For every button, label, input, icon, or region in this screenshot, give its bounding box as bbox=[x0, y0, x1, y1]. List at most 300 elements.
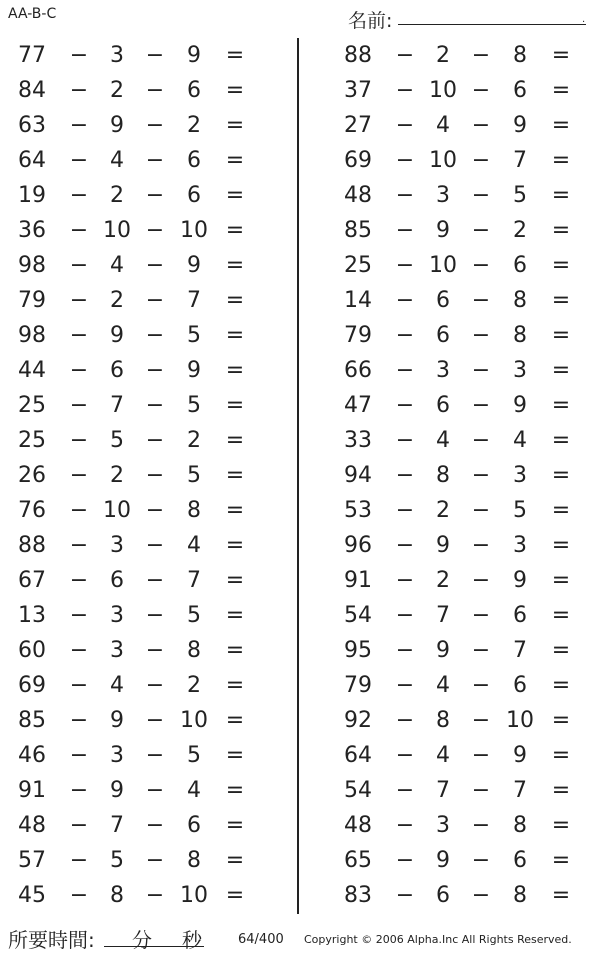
minus-sign: − bbox=[69, 568, 89, 593]
minus-sign: − bbox=[395, 288, 415, 313]
second-number: 8 bbox=[436, 708, 450, 733]
third-number: 8 bbox=[513, 43, 527, 68]
worksheet-code: AA-B-C bbox=[8, 6, 57, 22]
equals-sign: = bbox=[225, 708, 245, 733]
third-number: 6 bbox=[513, 78, 527, 103]
second-number: 10 bbox=[429, 78, 457, 103]
minus-sign: − bbox=[69, 218, 89, 243]
second-number: 3 bbox=[436, 183, 450, 208]
first-number: 46 bbox=[18, 743, 46, 768]
second-number: 7 bbox=[436, 603, 450, 628]
minus-sign: − bbox=[471, 673, 491, 698]
equals-sign: = bbox=[551, 533, 571, 558]
page-number: 64/400 bbox=[238, 932, 284, 947]
minus-sign: − bbox=[145, 78, 165, 103]
minus-sign: − bbox=[395, 428, 415, 453]
problem-row bbox=[0, 423, 260, 458]
minus-sign: − bbox=[395, 323, 415, 348]
third-number: 9 bbox=[187, 253, 201, 278]
second-number: 8 bbox=[436, 463, 450, 488]
first-number: 54 bbox=[344, 778, 372, 803]
equals-sign: = bbox=[551, 603, 571, 628]
minus-sign: − bbox=[145, 253, 165, 278]
minus-sign: − bbox=[395, 393, 415, 418]
equals-sign: = bbox=[225, 78, 245, 103]
first-number: 60 bbox=[18, 638, 46, 663]
third-number: 2 bbox=[187, 673, 201, 698]
second-number: 2 bbox=[110, 463, 124, 488]
equals-sign: = bbox=[551, 358, 571, 383]
minus-sign: − bbox=[69, 323, 89, 348]
minus-sign: − bbox=[395, 358, 415, 383]
minus-sign: − bbox=[145, 533, 165, 558]
minus-sign: − bbox=[69, 778, 89, 803]
minus-sign: − bbox=[471, 358, 491, 383]
problem-row bbox=[326, 493, 586, 528]
equals-sign: = bbox=[551, 568, 571, 593]
second-number: 5 bbox=[110, 848, 124, 873]
equals-sign: = bbox=[551, 78, 571, 103]
second-number: 2 bbox=[436, 568, 450, 593]
problem-row bbox=[326, 878, 586, 913]
problem-row bbox=[0, 318, 260, 353]
third-number: 8 bbox=[513, 323, 527, 348]
problem-row bbox=[0, 843, 260, 878]
second-number: 3 bbox=[110, 533, 124, 558]
equals-sign: = bbox=[225, 253, 245, 278]
first-number: 44 bbox=[18, 358, 46, 383]
minus-sign: − bbox=[395, 568, 415, 593]
third-number: 2 bbox=[187, 428, 201, 453]
minus-sign: − bbox=[471, 603, 491, 628]
third-number: 5 bbox=[187, 603, 201, 628]
third-number: 6 bbox=[513, 673, 527, 698]
problem-row bbox=[326, 808, 586, 843]
minus-sign: − bbox=[471, 848, 491, 873]
minus-sign: − bbox=[471, 113, 491, 138]
equals-sign: = bbox=[225, 113, 245, 138]
second-number: 9 bbox=[436, 848, 450, 873]
second-number: 10 bbox=[429, 148, 457, 173]
minus-sign: − bbox=[395, 743, 415, 768]
problem-row bbox=[326, 178, 586, 213]
minus-sign: − bbox=[69, 743, 89, 768]
third-number: 8 bbox=[513, 813, 527, 838]
minus-sign: − bbox=[145, 673, 165, 698]
equals-sign: = bbox=[551, 743, 571, 768]
third-number: 5 bbox=[187, 743, 201, 768]
second-number: 7 bbox=[110, 393, 124, 418]
third-number: 6 bbox=[513, 253, 527, 278]
minus-sign: − bbox=[69, 638, 89, 663]
minus-sign: − bbox=[395, 883, 415, 908]
problem-row bbox=[0, 598, 260, 633]
minus-sign: − bbox=[471, 323, 491, 348]
third-number: 7 bbox=[513, 638, 527, 663]
second-number: 3 bbox=[110, 638, 124, 663]
minus-sign: − bbox=[69, 848, 89, 873]
problem-row bbox=[0, 248, 260, 283]
problem-row bbox=[0, 143, 260, 178]
first-number: 36 bbox=[18, 218, 46, 243]
problem-row bbox=[0, 353, 260, 388]
second-number: 6 bbox=[436, 883, 450, 908]
minus-sign: − bbox=[471, 708, 491, 733]
equals-sign: = bbox=[551, 638, 571, 663]
third-number: 10 bbox=[180, 708, 208, 733]
minus-sign: − bbox=[69, 603, 89, 628]
equals-sign: = bbox=[551, 113, 571, 138]
second-number: 7 bbox=[436, 778, 450, 803]
equals-sign: = bbox=[551, 393, 571, 418]
equals-sign: = bbox=[551, 428, 571, 453]
problem-row bbox=[0, 808, 260, 843]
minus-sign: − bbox=[145, 708, 165, 733]
first-number: 91 bbox=[344, 568, 372, 593]
minus-sign: − bbox=[395, 498, 415, 523]
equals-sign: = bbox=[225, 813, 245, 838]
problem-row bbox=[0, 213, 260, 248]
minus-sign: − bbox=[471, 568, 491, 593]
minus-sign: − bbox=[471, 743, 491, 768]
name-dot: . bbox=[582, 14, 586, 25]
time-label: 所要時間: bbox=[8, 928, 95, 952]
second-number: 2 bbox=[110, 288, 124, 313]
third-number: 8 bbox=[513, 288, 527, 313]
first-number: 45 bbox=[18, 883, 46, 908]
name-underline bbox=[398, 24, 586, 25]
third-number: 3 bbox=[513, 463, 527, 488]
second-number: 4 bbox=[436, 743, 450, 768]
first-number: 67 bbox=[18, 568, 46, 593]
copyright: Copyright © 2006 Alpha.Inc All Rights Reserved. bbox=[304, 933, 572, 946]
minus-sign: − bbox=[145, 428, 165, 453]
problem-row bbox=[0, 493, 260, 528]
equals-sign: = bbox=[551, 883, 571, 908]
first-number: 84 bbox=[18, 78, 46, 103]
problem-row bbox=[326, 843, 586, 878]
equals-sign: = bbox=[551, 778, 571, 803]
third-number: 5 bbox=[513, 183, 527, 208]
equals-sign: = bbox=[225, 148, 245, 173]
first-number: 48 bbox=[344, 813, 372, 838]
problem-row bbox=[326, 668, 586, 703]
first-number: 79 bbox=[344, 323, 372, 348]
minus-sign: − bbox=[69, 533, 89, 558]
minus-sign: − bbox=[145, 288, 165, 313]
equals-sign: = bbox=[225, 883, 245, 908]
minus-sign: − bbox=[395, 148, 415, 173]
second-number: 2 bbox=[110, 78, 124, 103]
third-number: 3 bbox=[513, 533, 527, 558]
minus-sign: − bbox=[395, 183, 415, 208]
first-number: 64 bbox=[18, 148, 46, 173]
minus-sign: − bbox=[395, 638, 415, 663]
equals-sign: = bbox=[551, 463, 571, 488]
minus-sign: − bbox=[69, 113, 89, 138]
first-number: 25 bbox=[344, 253, 372, 278]
minus-sign: − bbox=[471, 428, 491, 453]
problem-row bbox=[326, 213, 586, 248]
equals-sign: = bbox=[551, 848, 571, 873]
minus-sign: − bbox=[395, 43, 415, 68]
third-number: 7 bbox=[187, 568, 201, 593]
second-number: 4 bbox=[110, 148, 124, 173]
second-number: 9 bbox=[110, 113, 124, 138]
first-number: 27 bbox=[344, 113, 372, 138]
problem-row bbox=[326, 283, 586, 318]
third-number: 7 bbox=[187, 288, 201, 313]
first-number: 98 bbox=[18, 323, 46, 348]
problem-row bbox=[326, 143, 586, 178]
second-number: 7 bbox=[110, 813, 124, 838]
minus-sign: − bbox=[471, 813, 491, 838]
second-number: 3 bbox=[110, 743, 124, 768]
minus-sign: − bbox=[145, 358, 165, 383]
minus-sign: − bbox=[69, 428, 89, 453]
equals-sign: = bbox=[551, 183, 571, 208]
first-number: 26 bbox=[18, 463, 46, 488]
equals-sign: = bbox=[225, 778, 245, 803]
equals-sign: = bbox=[225, 743, 245, 768]
problem-row bbox=[0, 528, 260, 563]
minus-sign: − bbox=[145, 778, 165, 803]
second-number: 4 bbox=[436, 428, 450, 453]
third-number: 5 bbox=[513, 498, 527, 523]
equals-sign: = bbox=[225, 498, 245, 523]
third-number: 7 bbox=[513, 778, 527, 803]
minus-sign: − bbox=[69, 148, 89, 173]
minus-sign: − bbox=[69, 883, 89, 908]
minus-sign: − bbox=[145, 743, 165, 768]
second-number: 9 bbox=[436, 533, 450, 558]
third-number: 7 bbox=[513, 148, 527, 173]
first-number: 57 bbox=[18, 848, 46, 873]
third-number: 8 bbox=[187, 638, 201, 663]
third-number: 2 bbox=[513, 218, 527, 243]
first-number: 13 bbox=[18, 603, 46, 628]
minus-sign: − bbox=[395, 533, 415, 558]
first-number: 83 bbox=[344, 883, 372, 908]
minus-sign: − bbox=[395, 673, 415, 698]
minus-sign: − bbox=[471, 288, 491, 313]
second-number: 2 bbox=[436, 43, 450, 68]
third-number: 6 bbox=[187, 183, 201, 208]
first-number: 79 bbox=[344, 673, 372, 698]
problem-row bbox=[326, 38, 586, 73]
minus-sign: − bbox=[471, 778, 491, 803]
problem-row bbox=[0, 108, 260, 143]
minus-sign: − bbox=[471, 218, 491, 243]
equals-sign: = bbox=[551, 253, 571, 278]
second-number: 6 bbox=[436, 393, 450, 418]
problem-row bbox=[0, 633, 260, 668]
minus-sign: − bbox=[471, 253, 491, 278]
minus-sign: − bbox=[395, 813, 415, 838]
minus-sign: − bbox=[145, 218, 165, 243]
equals-sign: = bbox=[551, 708, 571, 733]
minus-sign: − bbox=[69, 253, 89, 278]
minus-sign: − bbox=[145, 393, 165, 418]
third-number: 4 bbox=[187, 533, 201, 558]
left-problem-column bbox=[0, 38, 260, 913]
equals-sign: = bbox=[225, 533, 245, 558]
first-number: 19 bbox=[18, 183, 46, 208]
first-number: 47 bbox=[344, 393, 372, 418]
third-number: 9 bbox=[187, 358, 201, 383]
minus-sign: − bbox=[69, 358, 89, 383]
third-number: 8 bbox=[187, 848, 201, 873]
problem-row bbox=[326, 248, 586, 283]
second-number: 6 bbox=[436, 288, 450, 313]
minus-sign: − bbox=[471, 463, 491, 488]
minus-sign: − bbox=[395, 78, 415, 103]
problem-row bbox=[0, 283, 260, 318]
problem-row bbox=[326, 738, 586, 773]
minus-sign: − bbox=[471, 393, 491, 418]
minus-sign: − bbox=[145, 883, 165, 908]
seconds-label: 秒 bbox=[182, 928, 202, 952]
second-number: 2 bbox=[436, 498, 450, 523]
second-number: 8 bbox=[110, 883, 124, 908]
third-number: 9 bbox=[513, 743, 527, 768]
problem-row bbox=[326, 528, 586, 563]
third-number: 5 bbox=[187, 323, 201, 348]
first-number: 14 bbox=[344, 288, 372, 313]
minus-sign: − bbox=[395, 708, 415, 733]
third-number: 6 bbox=[187, 148, 201, 173]
minus-sign: − bbox=[69, 183, 89, 208]
minus-sign: − bbox=[471, 148, 491, 173]
third-number: 5 bbox=[187, 393, 201, 418]
equals-sign: = bbox=[225, 673, 245, 698]
minus-sign: − bbox=[395, 603, 415, 628]
minutes-label: 分 bbox=[132, 928, 152, 952]
first-number: 91 bbox=[18, 778, 46, 803]
third-number: 6 bbox=[187, 78, 201, 103]
problem-row bbox=[0, 738, 260, 773]
first-number: 25 bbox=[18, 393, 46, 418]
minus-sign: − bbox=[145, 43, 165, 68]
equals-sign: = bbox=[551, 323, 571, 348]
minus-sign: − bbox=[145, 638, 165, 663]
equals-sign: = bbox=[551, 498, 571, 523]
second-number: 5 bbox=[110, 428, 124, 453]
problem-row bbox=[0, 668, 260, 703]
second-number: 3 bbox=[110, 43, 124, 68]
problem-row bbox=[326, 73, 586, 108]
minus-sign: − bbox=[69, 78, 89, 103]
equals-sign: = bbox=[551, 288, 571, 313]
first-number: 69 bbox=[344, 148, 372, 173]
third-number: 8 bbox=[187, 498, 201, 523]
first-number: 85 bbox=[18, 708, 46, 733]
problem-row bbox=[326, 108, 586, 143]
minus-sign: − bbox=[395, 463, 415, 488]
second-number: 9 bbox=[110, 708, 124, 733]
second-number: 10 bbox=[103, 498, 131, 523]
first-number: 95 bbox=[344, 638, 372, 663]
problem-row bbox=[0, 703, 260, 738]
minus-sign: − bbox=[69, 708, 89, 733]
equals-sign: = bbox=[551, 148, 571, 173]
minus-sign: − bbox=[145, 113, 165, 138]
equals-sign: = bbox=[225, 393, 245, 418]
problem-row bbox=[326, 318, 586, 353]
problem-row bbox=[326, 633, 586, 668]
minus-sign: − bbox=[471, 883, 491, 908]
right-problem-column bbox=[326, 38, 586, 913]
third-number: 6 bbox=[513, 603, 527, 628]
minus-sign: − bbox=[145, 323, 165, 348]
problem-row bbox=[0, 878, 260, 913]
minus-sign: − bbox=[395, 778, 415, 803]
equals-sign: = bbox=[225, 848, 245, 873]
equals-sign: = bbox=[225, 638, 245, 663]
second-number: 2 bbox=[110, 183, 124, 208]
minus-sign: − bbox=[69, 498, 89, 523]
second-number: 3 bbox=[436, 358, 450, 383]
first-number: 98 bbox=[18, 253, 46, 278]
first-number: 37 bbox=[344, 78, 372, 103]
second-number: 9 bbox=[436, 638, 450, 663]
equals-sign: = bbox=[225, 463, 245, 488]
equals-sign: = bbox=[225, 428, 245, 453]
second-number: 10 bbox=[429, 253, 457, 278]
equals-sign: = bbox=[551, 43, 571, 68]
equals-sign: = bbox=[225, 43, 245, 68]
first-number: 48 bbox=[18, 813, 46, 838]
first-number: 66 bbox=[344, 358, 372, 383]
minus-sign: − bbox=[471, 638, 491, 663]
first-number: 53 bbox=[344, 498, 372, 523]
equals-sign: = bbox=[551, 673, 571, 698]
first-number: 88 bbox=[18, 533, 46, 558]
minus-sign: − bbox=[145, 498, 165, 523]
second-number: 4 bbox=[436, 113, 450, 138]
minus-sign: − bbox=[145, 463, 165, 488]
problem-row bbox=[326, 598, 586, 633]
minus-sign: − bbox=[145, 603, 165, 628]
problem-row bbox=[0, 773, 260, 808]
minus-sign: − bbox=[69, 288, 89, 313]
third-number: 8 bbox=[513, 883, 527, 908]
equals-sign: = bbox=[225, 568, 245, 593]
second-number: 9 bbox=[110, 778, 124, 803]
minus-sign: − bbox=[69, 393, 89, 418]
second-number: 6 bbox=[110, 358, 124, 383]
third-number: 4 bbox=[187, 778, 201, 803]
minus-sign: − bbox=[471, 533, 491, 558]
problem-row bbox=[326, 458, 586, 493]
equals-sign: = bbox=[225, 603, 245, 628]
equals-sign: = bbox=[551, 813, 571, 838]
minus-sign: − bbox=[395, 253, 415, 278]
third-number: 4 bbox=[513, 428, 527, 453]
minus-sign: − bbox=[145, 568, 165, 593]
minus-sign: − bbox=[395, 113, 415, 138]
minus-sign: − bbox=[471, 183, 491, 208]
second-number: 3 bbox=[110, 603, 124, 628]
problem-row bbox=[326, 563, 586, 598]
second-number: 10 bbox=[103, 218, 131, 243]
first-number: 76 bbox=[18, 498, 46, 523]
problem-row bbox=[0, 458, 260, 493]
equals-sign: = bbox=[551, 218, 571, 243]
first-number: 79 bbox=[18, 288, 46, 313]
third-number: 6 bbox=[513, 848, 527, 873]
problem-row bbox=[326, 388, 586, 423]
